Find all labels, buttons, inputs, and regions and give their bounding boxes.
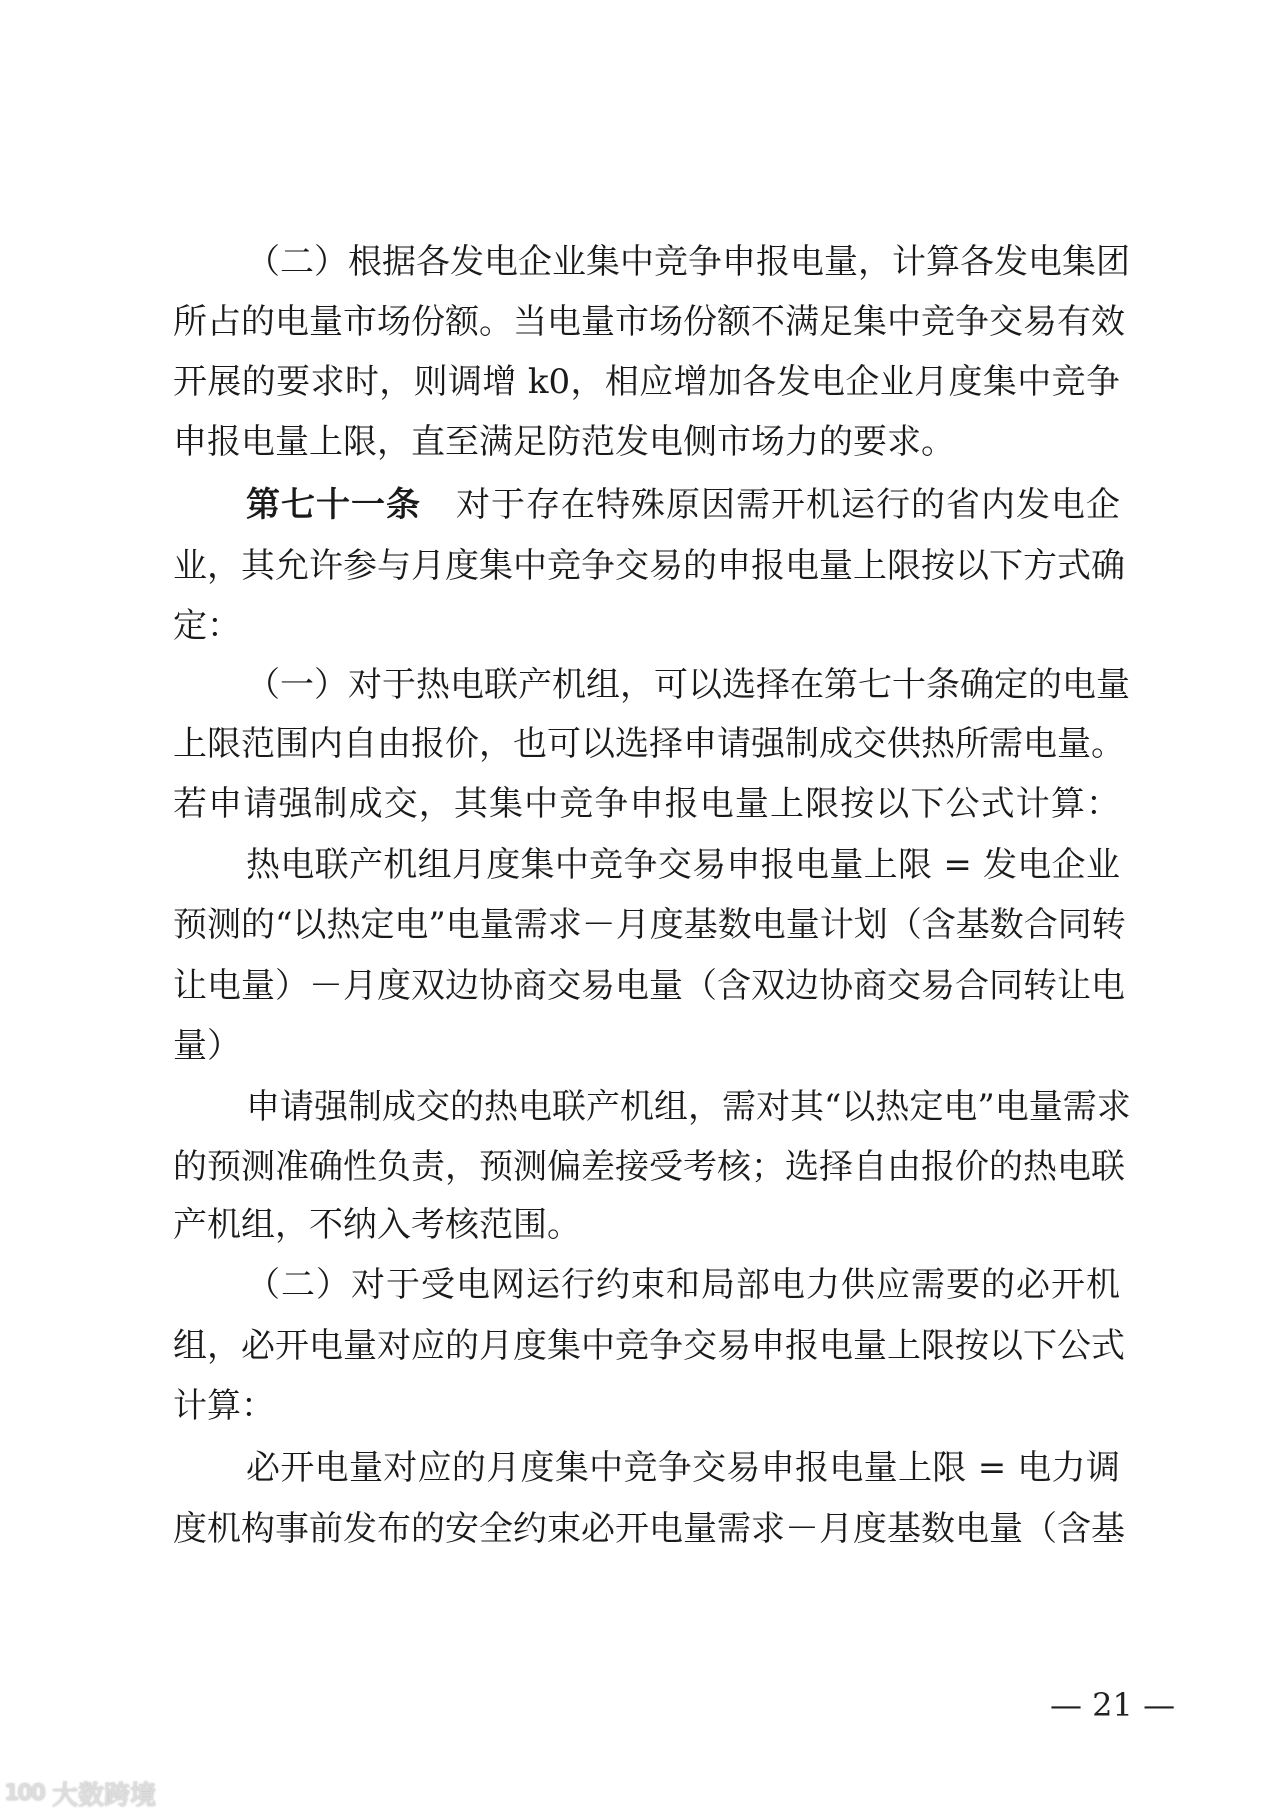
article-text: 对于存在特殊原因需开机运行的省内发电企: [456, 485, 1120, 525]
text-line: 组，必开电量对应的月度集中竞争交易申报电量上限按以下公式: [173, 1326, 1125, 1366]
text-line: 业，其允许参与月度集中竞争交易的申报电量上限按以下方式确: [173, 546, 1125, 586]
watermark-text: 大数跨境: [51, 1781, 156, 1811]
text-line: 上限范围内自由报价，也可以选择申请强制成交供热所需电量。: [173, 724, 1125, 764]
text-line: 产机组，不纳入考核范围。: [173, 1205, 581, 1245]
text-line: 开展的要求时，则调增 k0，相应增加各发电企业月度集中竞争: [173, 362, 1120, 402]
article-heading: 第七十一条: [246, 485, 421, 525]
page-number: — 21 —: [1050, 1686, 1176, 1724]
text-line: （二）根据各发电企业集中竞争申报电量，计算各发电集团: [246, 242, 1130, 282]
article-line: [246, 485, 1120, 525]
text-line: 的预测准确性负责，预测偏差接受考核；选择自由报价的热电联: [173, 1147, 1125, 1187]
text-line: 申请强制成交的热电联产机组，需对其“以热定电”电量需求: [246, 1087, 1131, 1127]
watermark-logo: 100: [4, 1781, 44, 1806]
text-line: 若申请强制成交，其集中竞争申报电量上限按以下公式计算：: [173, 784, 1120, 824]
text-line: 度机构事前发布的安全约束必开电量需求－月度基数电量（含基: [173, 1509, 1125, 1549]
text-line: 定：: [173, 606, 241, 646]
formula-line: 必开电量对应的月度集中竞争交易申报电量上限 = 电力调: [246, 1448, 1120, 1488]
text-line: 申报电量上限，直至满足防范发电侧市场力的要求。: [173, 422, 955, 462]
watermark: [4, 1775, 156, 1812]
text-line: 量）: [173, 1026, 241, 1066]
text-line: （二）对于受电网运行约束和局部电力供应需要的必开机: [246, 1265, 1120, 1305]
text-line: （一）对于热电联产机组，可以选择在第七十条确定的电量: [246, 665, 1130, 705]
formula-line: 热电联产机组月度集中竞争交易申报电量上限 = 发电企业: [246, 845, 1120, 885]
text-line: 所占的电量市场份额。当电量市场份额不满足集中竞争交易有效: [173, 302, 1125, 342]
text-line: 计算：: [173, 1386, 275, 1426]
text-line: 预测的“以热定电”电量需求－月度基数电量计划（含基数合同转: [173, 905, 1126, 945]
text-line: 让电量）－月度双边协商交易电量（含双边协商交易合同转让电: [173, 966, 1125, 1006]
